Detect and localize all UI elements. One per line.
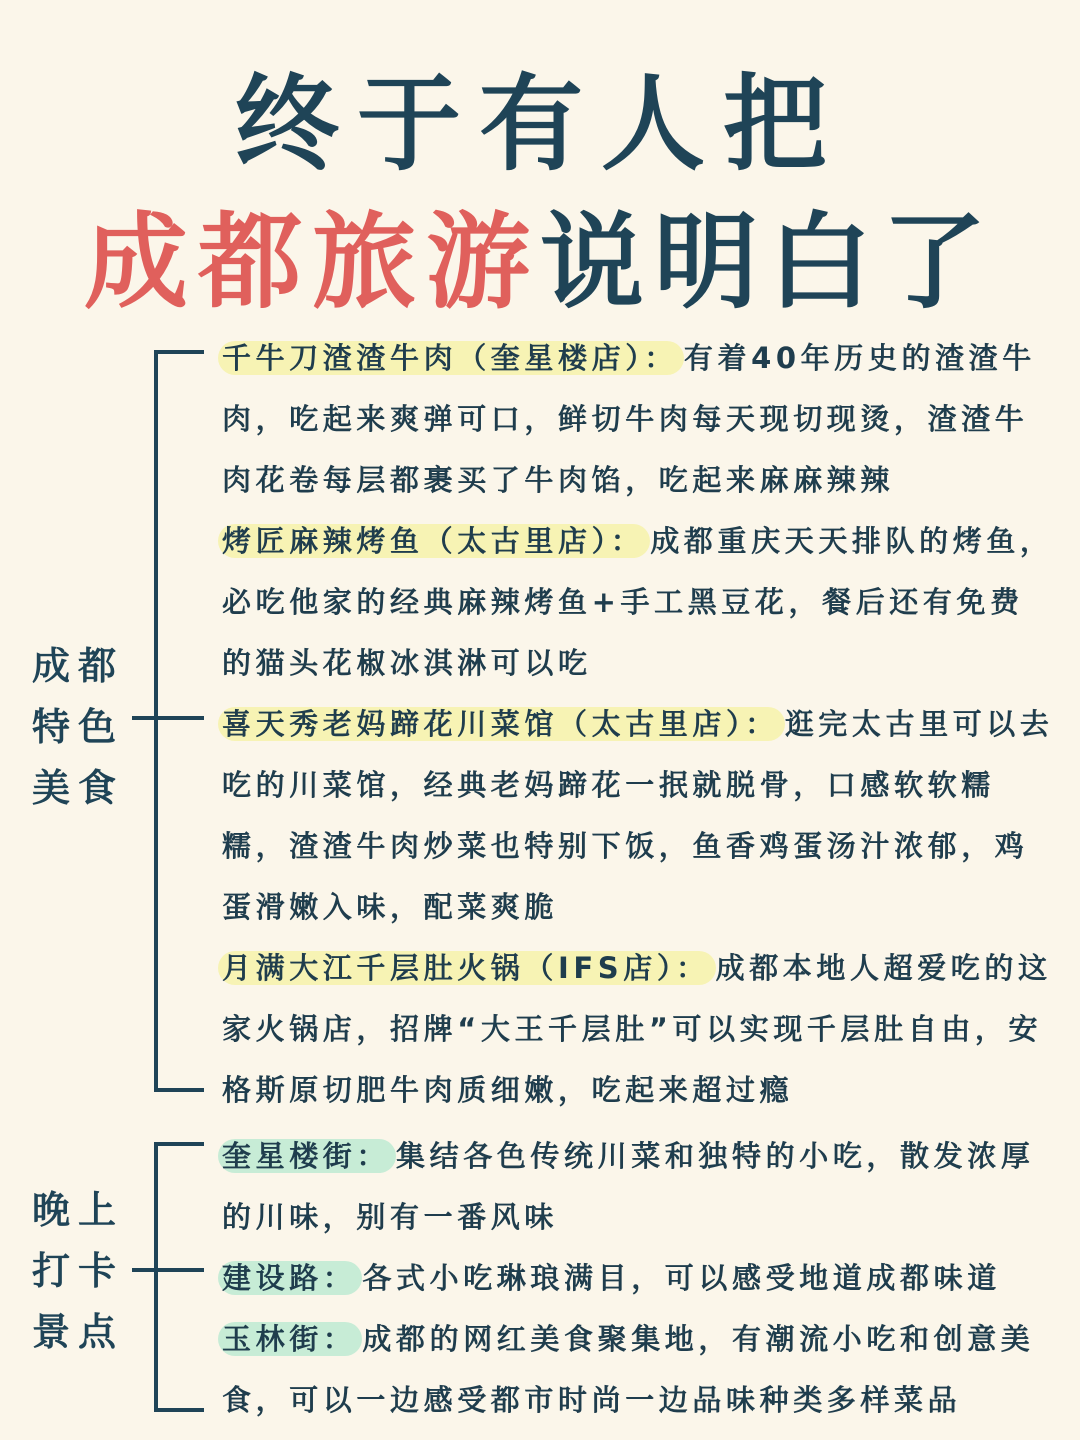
food-section-label: 成都 特色 美食 [32,644,125,810]
spot-name: 奎星楼街： [218,1139,396,1173]
restaurant-name: 月满大江千层肚火锅（IFS店）： [218,951,716,985]
spot-desc: 成都的网红美食聚集地，有潮流小吃和创意美食，可以一边感受都市时尚一边品味种类多样菜品 [222,1322,1035,1417]
title-line-2 [0,178,1080,328]
night-bracket-middle [132,1268,204,1272]
title-rest: 说明白了 [540,201,997,323]
title-highlight: 成都旅游 [83,201,540,323]
restaurant-desc: 有着40年历史的渣渣牛肉，吃起来爽弹可口，鲜切牛肉每天现切现烫，渣渣牛肉花卷每层都裹买了牛肉馅，吃起来麻麻辣辣 [222,341,1036,497]
restaurant-name: 千牛刀渣渣牛肉（奎星楼店）： [218,341,684,375]
night-bracket-top [154,1142,204,1146]
food-bracket-top [154,350,204,354]
list-item [222,1248,1054,1309]
spot-name: 建设路： [218,1261,362,1295]
spot-name: 玉林街： [218,1322,362,1356]
night-bracket-vertical [154,1142,158,1412]
food-bracket-bottom [154,1088,204,1092]
restaurant-desc: 成都本地人超爱吃的这家火锅店，招牌“大王千层肚”可以实现千层肚自由，安格斯原切肥牛肉质细嫩，吃起来超过瘾 [222,951,1052,1107]
restaurant-name: 喜天秀老妈蹄花川菜馆（太古里店）： [218,707,785,741]
list-item [222,694,1054,938]
list-item [222,1126,1054,1248]
night-entries [222,1126,1054,1431]
food-bracket-middle [132,716,204,720]
spot-desc: 集结各色传统川菜和独特的小吃，散发浓厚的川味，别有一番风味 [222,1139,1035,1234]
list-item [222,328,1054,511]
restaurant-desc: 逛完太古里可以去吃的川菜馆，经典老妈蹄花一抿就脱骨，口感软软糯糯，渣渣牛肉炒菜也特别下饭，鱼香鸡蛋汤汁浓郁，鸡蛋滑嫩入味，配菜爽脆 [222,707,1054,924]
night-bracket-bottom [154,1408,204,1412]
list-item [222,1309,1054,1431]
night-section-label: 晚上 打卡 景点 [32,1188,125,1354]
spot-desc: 各式小吃琳琅满目，可以感受地道成都味道 [362,1261,1001,1295]
title-line-1: 终于有人把 [234,63,845,185]
food-bracket-vertical [154,350,158,1092]
list-item [222,938,1054,1121]
food-entries [222,328,1054,1121]
list-item [222,511,1054,694]
restaurant-name: 烤匠麻辣烤鱼（太古里店）： [218,524,650,558]
restaurant-desc: 成都重庆天天排队的烤鱼，必吃他家的经典麻辣烤鱼+手工黑豆花，餐后还有免费的猫头花椒冰淇淋可以吃 [222,524,1054,680]
